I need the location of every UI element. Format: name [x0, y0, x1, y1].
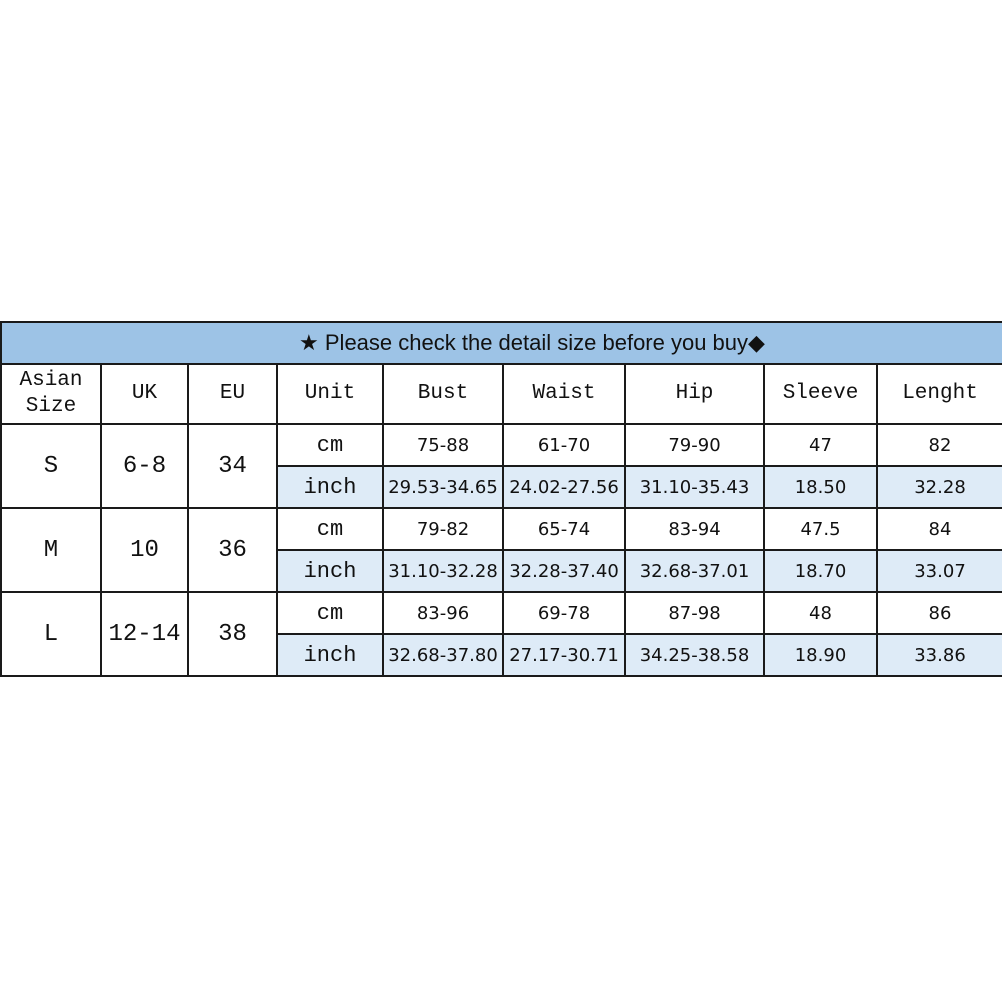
unit-cell: cm	[277, 508, 383, 550]
sleeve-cell: 48	[764, 592, 877, 634]
asian-size-cell: M	[1, 508, 101, 592]
length-cell: 33.07	[877, 550, 1002, 592]
table-row	[1, 508, 1002, 550]
length-cell: 82	[877, 424, 1002, 466]
unit-cell: inch	[277, 550, 383, 592]
uk-size-cell: 6-8	[101, 424, 188, 508]
header-asian-size: Asian Size	[1, 364, 101, 424]
uk-size-cell: 10	[101, 508, 188, 592]
bust-cell: 79-82	[383, 508, 503, 550]
table-row	[1, 424, 1002, 466]
sleeve-cell: 18.50	[764, 466, 877, 508]
length-cell: 86	[877, 592, 1002, 634]
eu-size-cell: 36	[188, 508, 277, 592]
hip-cell: 31.10-35.43	[625, 466, 764, 508]
bust-cell: 83-96	[383, 592, 503, 634]
uk-size-cell: 12-14	[101, 592, 188, 676]
hip-cell: 83-94	[625, 508, 764, 550]
waist-cell: 65-74	[503, 508, 625, 550]
sleeve-cell: 47.5	[764, 508, 877, 550]
unit-cell: cm	[277, 592, 383, 634]
hip-cell: 79-90	[625, 424, 764, 466]
unit-cell: inch	[277, 634, 383, 676]
sleeve-cell: 18.70	[764, 550, 877, 592]
header-length: Lenght	[877, 364, 1002, 424]
header-bust: Bust	[383, 364, 503, 424]
unit-cell: inch	[277, 466, 383, 508]
length-cell: 84	[877, 508, 1002, 550]
length-cell: 32.28	[877, 466, 1002, 508]
header-hip: Hip	[625, 364, 764, 424]
waist-cell: 61-70	[503, 424, 625, 466]
table-row	[1, 592, 1002, 634]
asian-size-cell: S	[1, 424, 101, 508]
title-row	[1, 322, 1002, 364]
header-waist: Waist	[503, 364, 625, 424]
waist-cell: 32.28-37.40	[503, 550, 625, 592]
header-unit: Unit	[277, 364, 383, 424]
eu-size-cell: 38	[188, 592, 277, 676]
waist-cell: 24.02-27.56	[503, 466, 625, 508]
header-row	[1, 364, 1002, 424]
header-eu: EU	[188, 364, 277, 424]
header-uk: UK	[101, 364, 188, 424]
hip-cell: 34.25-38.58	[625, 634, 764, 676]
size-chart-table	[0, 321, 1002, 677]
table-title: ★ Please check the detail size before you buy◆	[1, 322, 1002, 364]
waist-cell: 27.17-30.71	[503, 634, 625, 676]
sleeve-cell: 18.90	[764, 634, 877, 676]
bust-cell: 31.10-32.28	[383, 550, 503, 592]
unit-cell: cm	[277, 424, 383, 466]
eu-size-cell: 34	[188, 424, 277, 508]
bust-cell: 75-88	[383, 424, 503, 466]
waist-cell: 69-78	[503, 592, 625, 634]
bust-cell: 29.53-34.65	[383, 466, 503, 508]
length-cell: 33.86	[877, 634, 1002, 676]
bust-cell: 32.68-37.80	[383, 634, 503, 676]
asian-size-cell: L	[1, 592, 101, 676]
sleeve-cell: 47	[764, 424, 877, 466]
hip-cell: 87-98	[625, 592, 764, 634]
header-sleeve: Sleeve	[764, 364, 877, 424]
hip-cell: 32.68-37.01	[625, 550, 764, 592]
